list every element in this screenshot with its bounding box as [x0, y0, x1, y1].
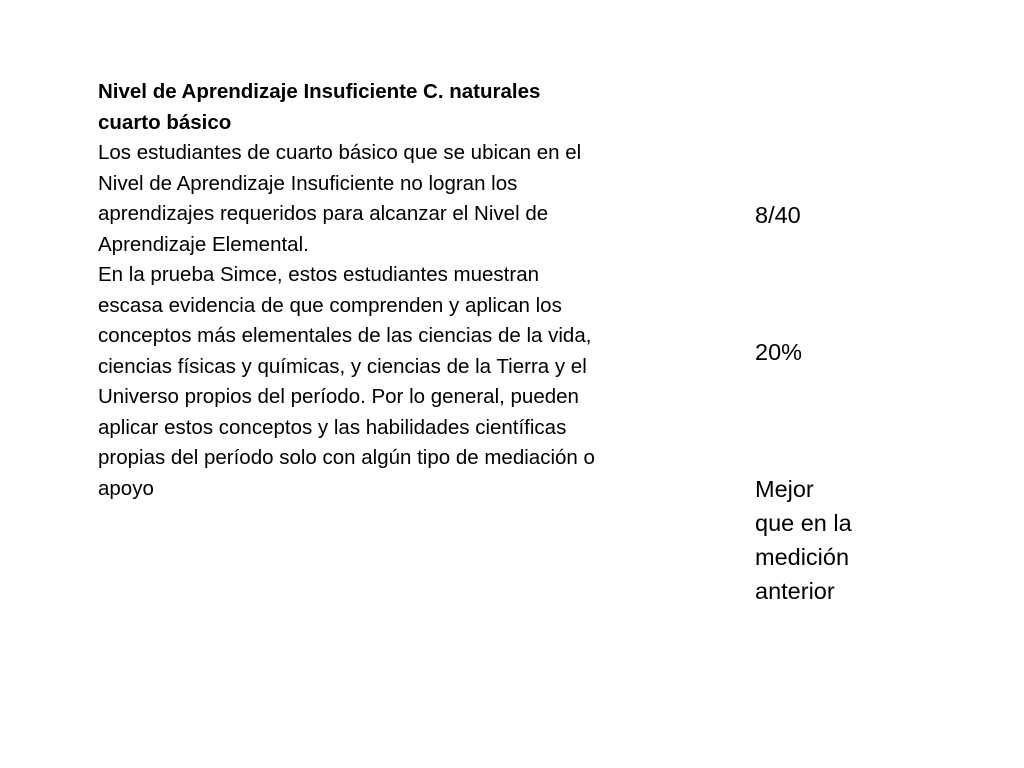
student-count-fraction: 8/40 [755, 202, 801, 228]
level-title: Nivel de Aprendizaje Insuficiente C. naturales cuarto básico [98, 80, 541, 134]
description-block [98, 77, 598, 504]
level-definition: Los estudiantes de cuarto básico que se ubican en el Nivel de Aprendizaje Insuficiente no logran los aprendizajes requeridos para alcanzar el Nivel de Aprendizaje Elemental. [98, 141, 582, 256]
level-description: En la prueba Simce, estos estudiantes muestran escasa evidencia de que comprenden y aplican los conceptos más elementales de las ciencias de la vida, ciencias físicas y químicas, y ciencias de la Tierra y el Universo propios del período. Por lo general, pueden aplicar estos conceptos y las habilidades científicas propias del período solo con algún tipo de mediación o apoyo [98, 263, 595, 500]
student-percentage: 20% [755, 339, 803, 365]
comparison-note: Mejor que en la medición anterior [755, 476, 852, 604]
